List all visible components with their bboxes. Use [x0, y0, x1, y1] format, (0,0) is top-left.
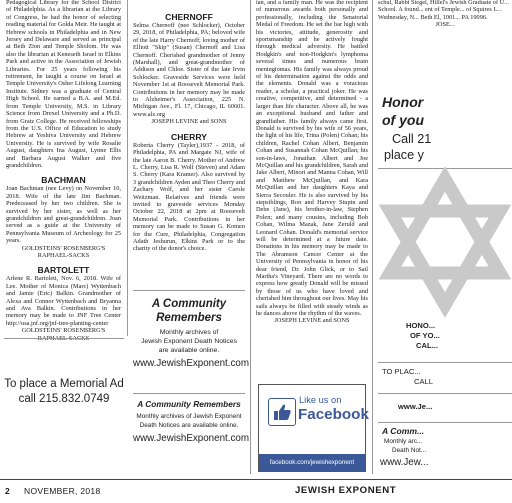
memorial-ad-line-1: To place a Memorial Ad [4, 378, 124, 390]
facebook-wordmark: Facebook [298, 406, 369, 423]
page-footer [0, 479, 512, 503]
community-cutoff-line-1: Monthly arc... [384, 438, 423, 445]
place-call-line-1: TO PLAC... [382, 367, 421, 376]
obituary-name-chernoff: CHERNOFF [165, 12, 213, 22]
obituary-text-cutoff: schul, Rabbi Siegel, Hillel's Jewish Graduate of U... School. A found... ent of Temple... of Squires L... Wednesday, N... Beth El, 1001... PA 19096. [378, 0, 509, 21]
funeral-home-cutoff: JOSE... [435, 21, 455, 29]
community-remembers-2-line-2: Death Notices are available online. [139, 421, 239, 429]
funeral-home-bartolett: GOLDSTEINS' ROSENBERG'S RAPHAEL-SACKS [21, 327, 106, 342]
facebook-like-icon [268, 398, 296, 426]
obituary-continued-text: Pedagogical Library for the School District of Philadelphia. As a librarian at the Library of Congress, he had the honor of selecting reading material for Golda Meir. He taught at Hebrew schools in Philadelphia and in New Jersey and Delaware and served as principal at Beth Zion and Temple Sholom. He was also the librarian at Keneseth Israel in Elkins Park and active in the Association of Jewish Libraries. For 25 years following his retirement, he taught a course on Israel at Temple University's Osher Lifelong Learning Institute. Sidney was a graduate of Central High School. He earned a B.A. and M.Ed. from Temple University, M.S. in Library Science from Drexel University and a Ph.D. from Gratz College. He received fellowships from the U.S. Office of Education to study Hebrew at Yeshiva University and Hebrew University. He is survived by wife Rosalie August, daughters Ina August, Lynne Ellis and Barbara August Walker and five grandchildren. [6, 0, 121, 169]
funeral-home-bachman: GOLDSTEINS' ROSENBERG'S RAPHAEL-SACKS [21, 244, 106, 259]
column-rule-2 [250, 0, 251, 474]
obituary-text-cherry: Roberta Cherry (Tayler),1937 - 2018, of Philadelphia, PA and Margate NJ, wife of the late Aaron B. Cherry. Mother of Andrew L. Cherry, Lisa R. Wolf (Steven) and Adam S. Cherry (Kara Kramer). Also survived by 3 grandchildren Ayden and Theo Cherry and Zachary Wolf, and her sister Carole Weitzman. Relatives and friends were invited to graveside services Monday October 22, 2018 at 2pm at Roosevelt Memorial Park. Contributions in her memory can be made to Susan G. Komen for the Cure, Philadelphia, Congregation Adath Jeshurun, Elkins Park or to the charity of the donor's choice. [133, 141, 245, 253]
obituary-name-bachman: BACHMAN [41, 175, 86, 186]
column-rule-1 [127, 0, 128, 336]
obituary-text-bachman: Joan Bachman (nee Levy) on November 10, 2018. Wife of the late Jim Bachman. Predeceased by her two children. She is survived by her sister, as well as her grandchildren and great-grandchildren. Joan served as a guide at the University of Pennsylvania Museum of Archeology for 25 years. [6, 185, 121, 245]
honor-small-ad-box [378, 318, 512, 358]
community-cutoff-title: A Comm... [382, 426, 425, 436]
star-ad-box [378, 168, 512, 318]
community-remembers-line-3: are available online. [158, 347, 220, 354]
obituary-text-bartolett: Arlene R. Bartolett, Nov. 6, 2018. Wife of Lee. Mother of Monica (Marc) Wyttenbach and Jamie (Eric) Balkin. Grandmother of Alexa and Connor Wyttenbach and Bryanna and Ava Balkin. Contributions in her memory may be made to JNF Tree Center http://usa.jnf.org/jnf-tree-planting-center [6, 275, 121, 327]
obituary-name-bartolett: BARTOLETT [37, 265, 90, 276]
facebook-like-text: Like us on [299, 395, 342, 405]
funeral-home-cohan: JOSEPH LEVINE and SONS [274, 317, 350, 325]
page-number: 2 [5, 486, 10, 496]
column-2 [133, 0, 245, 286]
place-call-line-2: CALL [414, 377, 433, 386]
url-cutoff-box [378, 393, 512, 419]
community-remembers-2-title: A Community Remembers [137, 399, 241, 409]
obituary-text-cohan: ian, and a family man. He was the recipient of numerous awards both personally and professionally, including the Senatorial Medal of Freedom. He set the bar high with his victories, attitude, generosity and sportsmanship and he actively fought through medical adversity. He battled Hodgkin's and non-Hodgkin's lymphoma several times and numerous brain meningiomas. His family was always proud of his determination against the odds and the elements. Donald was a voracious reader, a scholar, a practical joker. He was creative, competitive, and determined - a larger than life character. Above all, he was an exceptional husband and father and grandfather. His family always came first. Donald is survived by his wife of 56 years, the light of his life, Trina (Polen) Cohan; his children, Rachel Cohan Albert, Benjamin Cohan and Susannah Cohan McQuillan; his son-in-laws, Jonathan Albert and Joe McQuillan and his grandchildren, Sarah and Jake Albert, Minori and Manna Cohan, Will and Matthew McQuillan, and Kara McQuillan and her daughters Kaya and Sierra Secouler. He is also survived by his stepsiblings, Ron and Harvey Stupin and Debe (Jane), his brother-in-law, Stephen Polen; and many cousins, including Bob Cohan, Wilma Mazak, Jane Zeruld and Leonard Cohan. Donald's memorial service will be determined at a future date. Donations in his memory may be made to The Abramson Cancer Center at the University of Pennsylvania in honor of his dear friend, Dr. John Glick, or to Sail Martha's Vineyard. There are no words to express how greatly Donald will be missed by those of us who have loved and cherished him throughout our lives. May his sails always be filled with steady winds as he dances above the rhythm of the waves. [256, 0, 368, 318]
community-remembers-line-1: Monthly archives of [159, 329, 219, 336]
community-cutoff-url[interactable]: www.Jew... [380, 457, 429, 468]
community-remembers-title-1: A Community [151, 298, 227, 310]
memorial-ad-box [4, 338, 124, 470]
community-remembers-url[interactable]: www.JewishExponent.com [133, 358, 249, 369]
funeral-home-chernoff: JOSEPH LEVINE and SONS [151, 118, 227, 126]
url-cutoff[interactable]: www.Je... [398, 402, 433, 411]
community-remembers-box [133, 290, 249, 388]
star-of-david-icon [378, 169, 512, 319]
community-remembers-box-2 [133, 393, 249, 473]
honor-small-line-3: CAL... [416, 341, 438, 350]
honor-small-line-2: OF YO... [410, 331, 440, 340]
column-1 [6, 0, 121, 342]
facebook-ad-box[interactable] [258, 384, 369, 472]
community-remembers-2-line-1: Monthly archives of Jewish Exponent [136, 413, 242, 420]
honor-ad-line-3: Call 21 [392, 132, 432, 146]
community-remembers-title-2: Remembers [156, 312, 222, 324]
community-cutoff-box [378, 422, 512, 474]
honor-small-line-1: HONO... [406, 321, 436, 330]
honor-ad-box [378, 89, 512, 163]
obituary-name-cherry: CHERRY [171, 131, 207, 142]
community-remembers-line-2: Jewish Exponent Death Notices [141, 338, 237, 345]
community-cutoff-line-2: Death Not... [392, 447, 427, 454]
honor-ad-line-2: of you [382, 112, 424, 128]
column-4 [378, 0, 512, 80]
community-remembers-2-url[interactable]: www.JewishExponent.com [133, 433, 249, 444]
honor-ad-line-4: place y [384, 148, 424, 162]
memorial-ad-phone: call 215.832.0749 [18, 393, 110, 405]
place-call-box [378, 362, 512, 390]
column-3 [256, 0, 368, 377]
obituary-text-chernoff: Selma Chernoff (nee Schlocker), October 29, 2018, of Philadelphia, PA; beloved wife of the late Harry Chernoff; loving mother of Elliott "Skip" (Susan) Chernoff and Lisa Chernoff. Cherished grandmother of Jenny (Marshall), and great-grandmother of Addison and Chloe. Sister of the late Irvin Schlocker. Graveside Services were held November 1st at Roosevelt Memorial Park. Contributions in her memory may be made to Alzheimer's Association, 225 N. Michigan Ave., Fl. 17, Chicago, IL 60601. www.alz.org [133, 22, 245, 118]
honor-ad-line-1: Honor [382, 94, 424, 110]
issue-date: NOVEMBER, 2018 [24, 486, 101, 496]
facebook-url[interactable]: facebook.com/jewishexponent [269, 459, 355, 466]
masthead: JEWISH EXPONENT [295, 485, 397, 496]
column-rule-3 [372, 0, 373, 474]
